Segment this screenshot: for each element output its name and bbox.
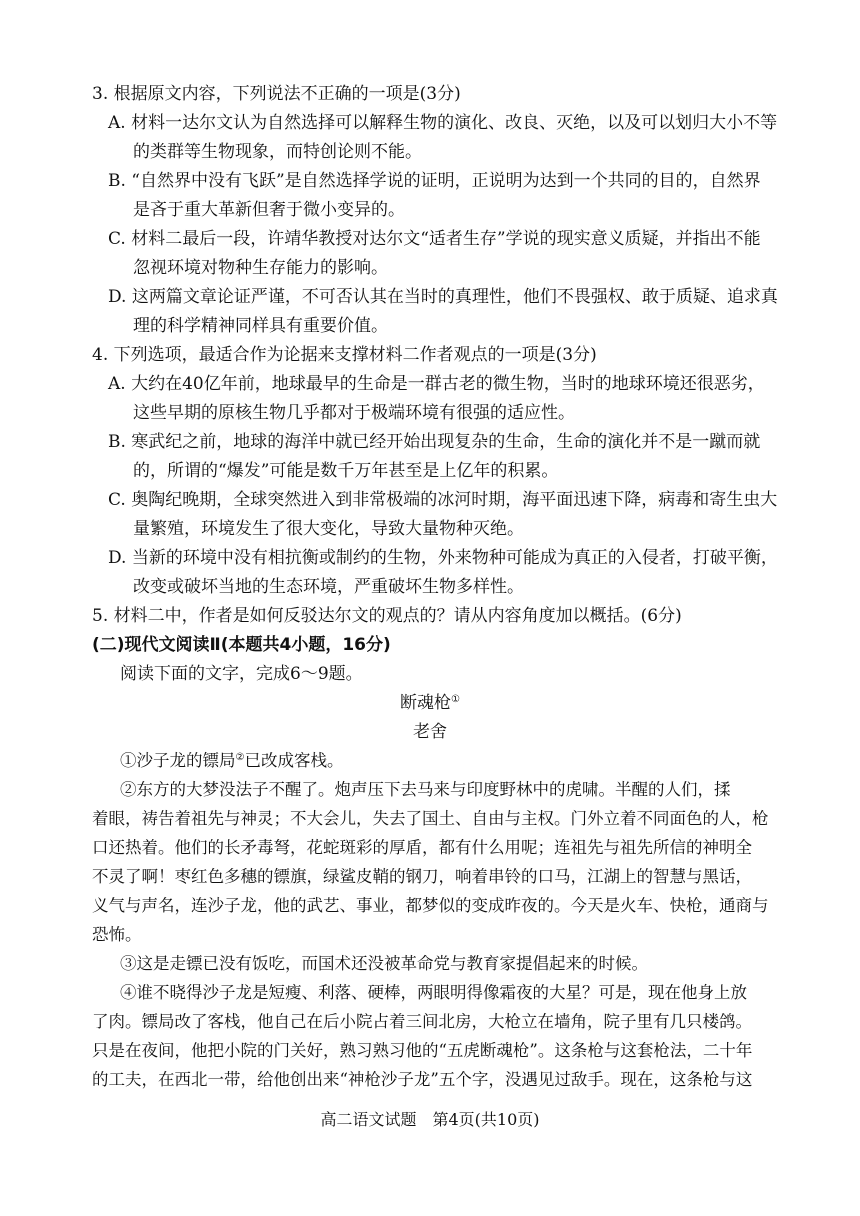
story-author: 老舍 bbox=[413, 722, 447, 742]
q4-option-c-cont: 量繁殖，环境发生了很大变化，导致大量物种灭绝。 bbox=[133, 519, 524, 539]
q3-stem: 3. 根据原文内容，下列说法不正确的一项是(3分) bbox=[92, 84, 461, 104]
paragraph-2-line-2: 着眼，祷告着祖先与神灵；不大会儿，失去了国土、自由与主权。门外立着不同面色的人，枪 bbox=[92, 809, 769, 828]
q3-option-c-cont: 忽视环境对物种生存能力的影响。 bbox=[133, 258, 388, 278]
story-title bbox=[0, 693, 860, 713]
paragraph-4-line-3: 只是在夜间，他把小院的门关好，熟习熟习他的“五虎断魂枪”。这条枪与这套枪法，二十年 bbox=[92, 1041, 753, 1060]
paragraph-1-text-cont: 已改成客栈。 bbox=[244, 751, 344, 770]
q3-option-b-cont: 是吝于重大革新但奢于微小变异的。 bbox=[133, 200, 405, 220]
q3-option-d: D. 这两篇文章论证严谨，不可否认其在当时的真理性，他们不畏强权、敢于质疑、追求真 bbox=[108, 287, 778, 307]
q4-option-b-cont: 的，所谓的“爆发”可能是数千万年甚至是上亿年的积累。 bbox=[133, 461, 559, 481]
paragraph-1 bbox=[120, 751, 343, 771]
q4-option-c: C. 奥陶纪晚期，全球突然进入到非常极端的冰河时期，海平面迅速下降，病毒和寄生虫大 bbox=[108, 490, 778, 510]
q3-option-b: B. “自然界中没有飞跃”是自然选择学说的证明，正说明为达到一个共同的目的，自然界 bbox=[108, 171, 761, 191]
story-title-text: 断魂枪 bbox=[400, 693, 452, 713]
q5-stem: 5. 材料二中，作者是如何反驳达尔文的观点的？请从内容角度加以概括。(6分) bbox=[92, 606, 682, 626]
section-instruction: 阅读下面的文字，完成6～9题。 bbox=[120, 664, 363, 684]
q3-option-a: A. 材料一达尔文认为自然选择可以解释生物的演化、改良、灭绝，以及可以划归大小不等 bbox=[108, 113, 778, 133]
paragraph-2-line-3: 口还热着。他们的长矛毒弩，花蛇斑彩的厚盾，都有什么用呢；连祖先与祖先所信的神明全 bbox=[92, 838, 752, 857]
paragraph-4-line-4: 的工夫，在西北一带，给他创出来“神枪沙子龙”五个字，没遇见过敌手。现在，这条枪与这 bbox=[92, 1070, 753, 1089]
paragraph-2-line-6: 恐怖。 bbox=[92, 925, 142, 944]
title-footnote-mark: ① bbox=[451, 694, 460, 705]
paragraph-3: ③这是走镖已没有饭吃，而国术还没被革命党与教育家提倡起来的时候。 bbox=[120, 954, 648, 973]
footnote-mark-2: ② bbox=[235, 752, 245, 763]
q4-option-a: A. 大约在40亿年前，地球最早的生命是一群古老的微生物，当时的地球环境还很恶劣， bbox=[108, 374, 765, 394]
q4-option-b: B. 寒武纪之前，地球的海洋中就已经开始出现复杂的生命，生命的演化并不是一蹴而就 bbox=[108, 432, 761, 452]
paragraph-1-text: ①沙子龙的镖局 bbox=[120, 751, 236, 770]
paragraph-2-line-1: ②东方的大梦没法子不醒了。炮声压下去马来与印度野林中的虎啸。半醒的人们，揉 bbox=[120, 780, 731, 799]
q3-option-c: C. 材料二最后一段，许靖华教授对达尔文“适者生存”学说的现实意义质疑，并指出不能 bbox=[108, 229, 761, 249]
paragraph-2-line-4: 不灵了啊！枣红色多穗的镖旗，绿鲨皮鞘的钢刀，响着串铃的口马，江湖上的智慧与黑话， bbox=[92, 867, 752, 886]
paragraph-4-line-1: ④谁不晓得沙子龙是短瘦、利落、硬棒，两眼明得像霜夜的大星？可是，现在他身上放 bbox=[120, 983, 747, 1002]
q4-stem: 4. 下列选项，最适合作为论据来支撑材料二作者观点的一项是(3分) bbox=[92, 345, 597, 365]
q4-option-d: D. 当新的环境中没有相抗衡或制约的生物，外来物种可能成为真正的入侵者，打破平衡， bbox=[108, 548, 778, 568]
section-heading: (二)现代文阅读Ⅱ(本题共4小题，16分) bbox=[92, 635, 391, 655]
q4-option-a-cont: 这些早期的原核生物几乎都对于极端环境有很强的适应性。 bbox=[133, 403, 575, 423]
paragraph-4-line-2: 了肉。镖局改了客栈，他自己在后小院占着三间北房，大枪立在墙角，院子里有几只楼鸽。 bbox=[92, 1012, 752, 1031]
paragraph-2-line-5: 义气与声名，连沙子龙，他的武艺、事业，都梦似的变成昨夜的。今天是火车、快枪，通商与 bbox=[92, 896, 769, 915]
q3-option-a-cont: 的类群等生物现象，而特创论则不能。 bbox=[133, 142, 422, 162]
q4-option-d-cont: 改变或破坏当地的生态环境，严重破坏生物多样性。 bbox=[133, 577, 524, 597]
q3-option-d-cont: 理的科学精神同样具有重要价值。 bbox=[133, 316, 388, 336]
page-footer: 高二语文试题 第4页(共10页) bbox=[320, 1110, 540, 1129]
